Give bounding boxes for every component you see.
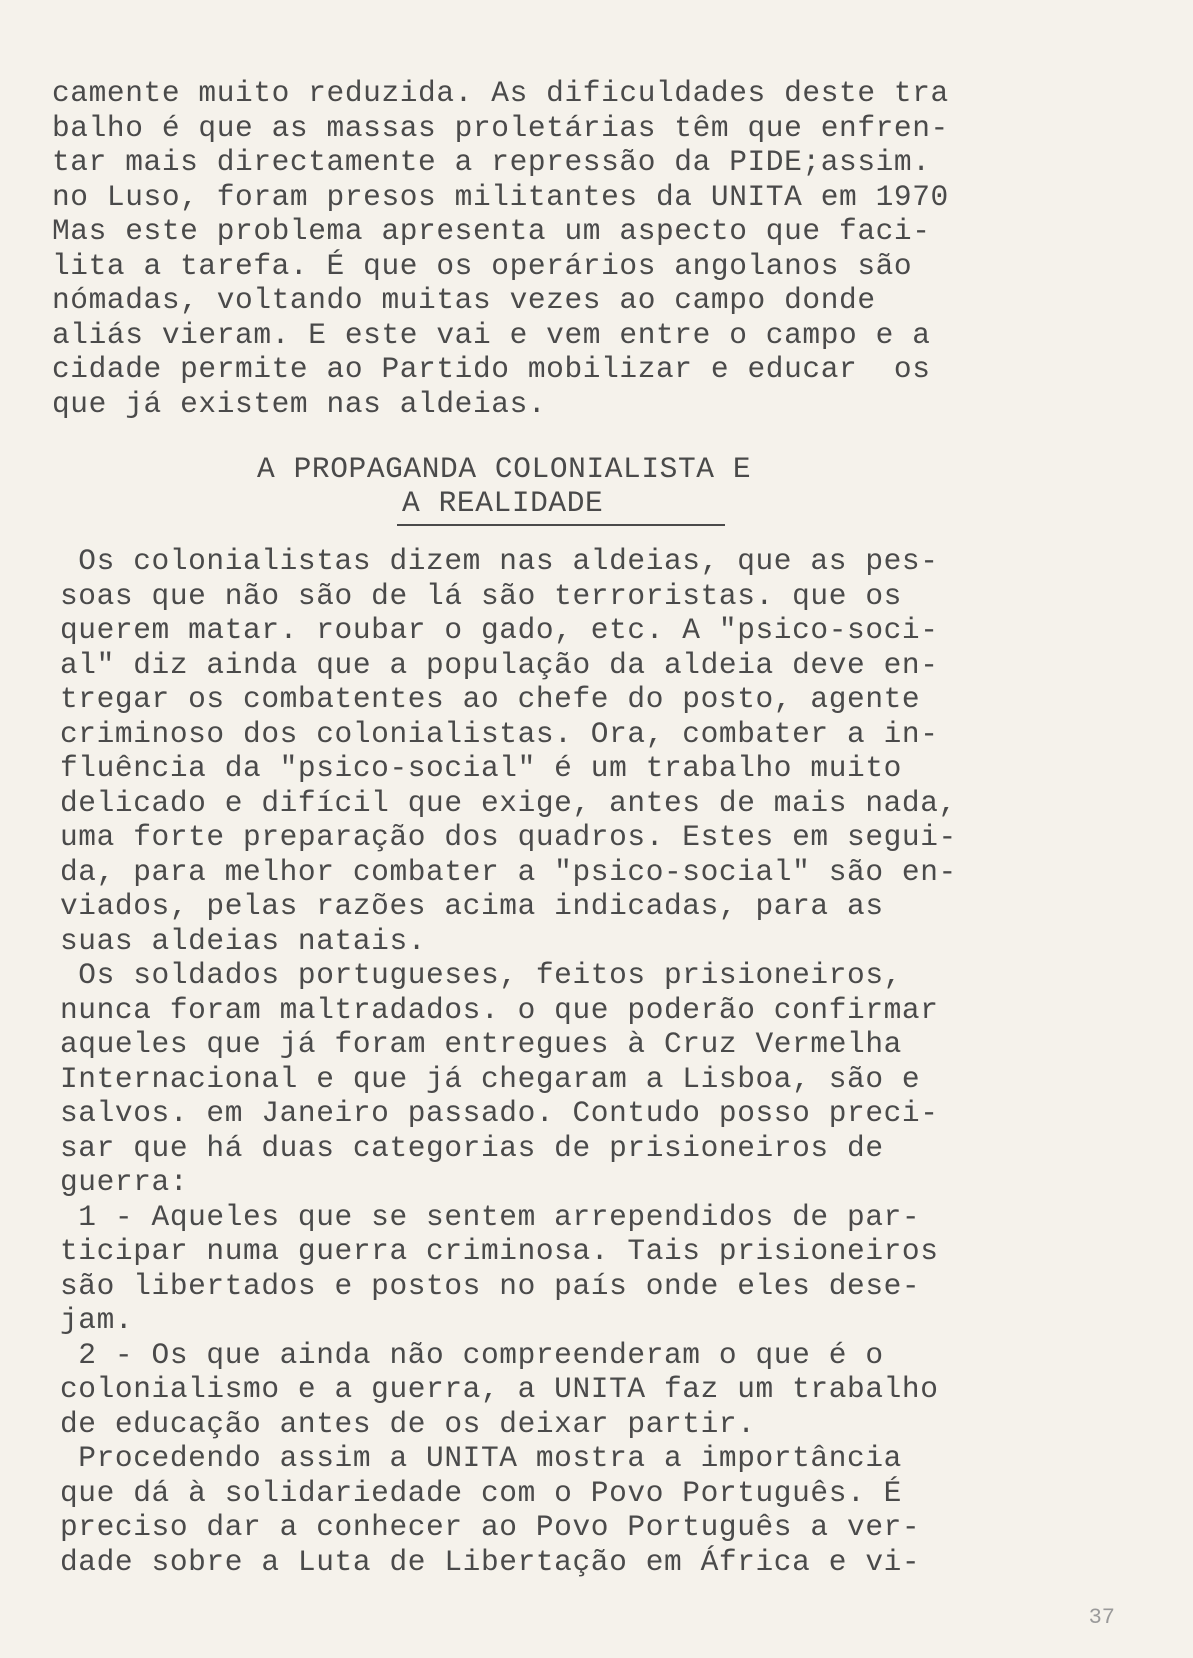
text-line: Mas este problema apresenta um aspecto que faci-	[52, 214, 931, 248]
text-line: 1 - Aqueles que se sentem arrependidos de par-	[60, 1199, 921, 1234]
text-line: lita a tarefa. É que os operários angolanos são	[52, 248, 913, 283]
text-line: tregar os combatentes ao chefe do posto, agente	[60, 682, 921, 716]
text-line: salvos. em Janeiro passado. Contudo posso preci-	[60, 1096, 939, 1130]
heading-underline	[397, 524, 725, 526]
text-line: tar mais directamente a repressão da PIDE;assim.	[52, 145, 931, 179]
text-line: Internacional e que já chegaram a Lisboa, são e	[60, 1061, 921, 1096]
text-line: nómadas, voltando muitas vezes ao campo donde	[52, 283, 876, 317]
text-block	[52, 76, 1072, 1579]
text-line: no Luso, foram presos militantes da UNITA em 1970	[52, 179, 949, 214]
text-line: al" diz ainda que a população da aldeia deve en-	[60, 647, 939, 682]
text-line: aqueles que já foram entregues à Cruz Vermelha	[60, 1027, 902, 1061]
text-line: guerra:	[60, 1165, 189, 1199]
text-line: colonialismo e a guerra, a UNITA faz um trabalho	[60, 1372, 939, 1406]
text-line: soas que não são de lá são terroristas. que os	[60, 578, 902, 613]
text-line: nunca foram maltradados. o que poderão confirmar	[60, 992, 939, 1027]
text-line: da, para melhor combater a "psico-social" são en-	[60, 854, 957, 889]
text-line: viados, pelas razões acima indicadas, para as	[60, 889, 884, 923]
text-line: preciso dar a conhecer ao Povo Português a ver-	[60, 1510, 921, 1544]
text-line: Os soldados portugueses, feitos prisioneiros,	[60, 958, 902, 992]
text-line: que dá à solidariedade com o Povo Português. É	[60, 1475, 902, 1510]
text-line: uma forte preparação dos quadros. Estes em segui-	[60, 820, 957, 854]
text-line: criminoso dos colonialistas. Ora, combater a in-	[60, 716, 939, 751]
text-line: de educação antes de os deixar partir.	[60, 1406, 756, 1441]
text-line: Procedendo assim a UNITA mostra a importância	[60, 1441, 902, 1475]
text-line: aliás vieram. E este vai e vem entre o campo e a	[52, 317, 931, 352]
text-line: cidade permite ao Partido mobilizar e educar os	[52, 352, 931, 386]
text-line: jam.	[60, 1303, 134, 1337]
text-line: que já existem nas aldeias.	[52, 386, 547, 421]
text-line: fluência da "psico-social" é um trabalho muito	[60, 751, 902, 785]
section-heading-line-2: A REALIDADE	[402, 486, 604, 520]
text-line: dade sobre a Luta de Libertação em África e vi-	[60, 1544, 921, 1579]
text-line: suas aldeias natais.	[60, 923, 427, 958]
text-line: querem matar. roubar o gado, etc. A "psico-soci-	[60, 613, 939, 647]
text-line: balho é que as massas proletárias têm que enfren-	[52, 110, 949, 145]
section-heading-line-1: A PROPAGANDA COLONIALISTA E	[257, 452, 752, 486]
text-line: delicado e difícil que exige, antes de mais nada,	[60, 785, 957, 820]
page-number: 37	[1088, 1605, 1115, 1630]
text-line: sar que há duas categorias de prisioneiros de	[60, 1130, 884, 1165]
text-line: são libertados e postos no país onde eles dese-	[60, 1268, 921, 1303]
text-line: ticipar numa guerra criminosa. Tais prisioneiros	[60, 1234, 939, 1268]
paragraph-intro	[52, 76, 1072, 421]
text-line: Os colonialistas dizem nas aldeias, que as pes-	[60, 544, 939, 578]
section-body	[60, 544, 957, 1579]
text-line: 2 - Os que ainda não compreenderam o que é o	[60, 1337, 884, 1372]
text-line: camente muito reduzida. As dificuldades deste tra	[52, 76, 949, 110]
